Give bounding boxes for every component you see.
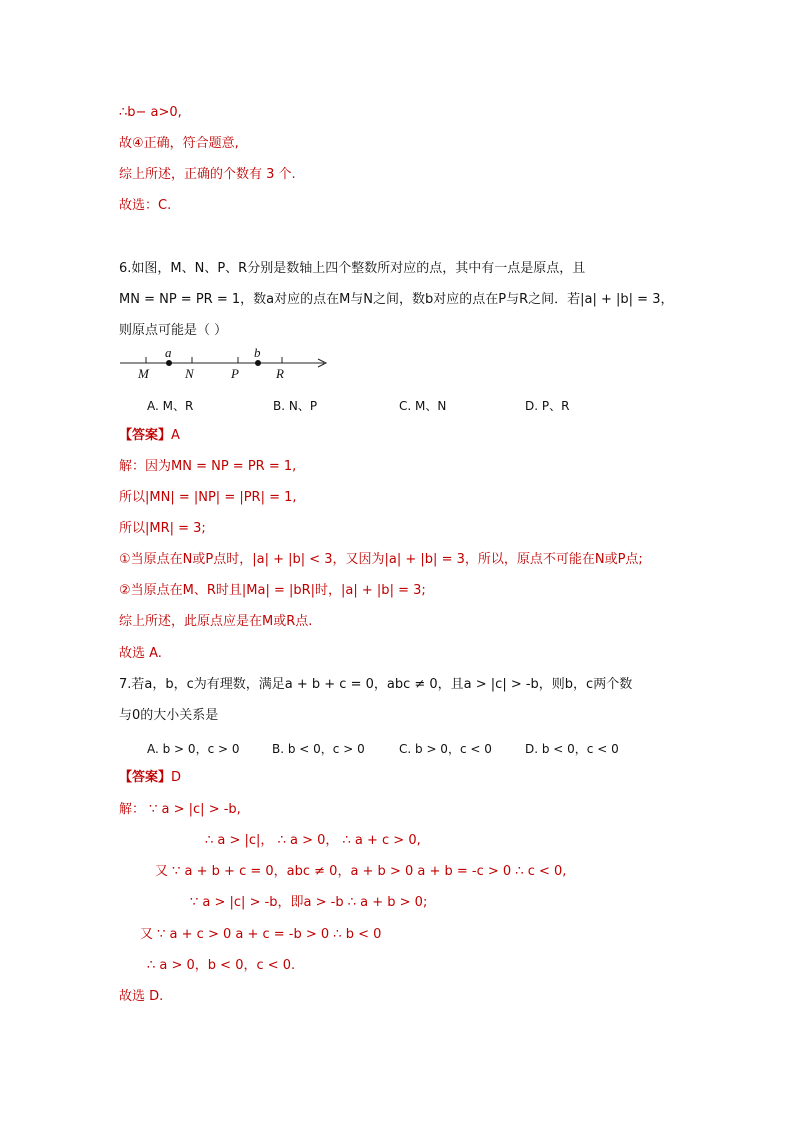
label-b: b [254,345,261,360]
point-a [166,360,172,366]
q7-answer-tag: 【答案】 [119,770,172,785]
label-n: N [185,366,194,381]
q6-answer [119,428,180,444]
q6-solution-line-5: ②当原点在M、R时且|Ma| = |bR|时，|a| + |b| = 3; [119,583,426,598]
q7-stem-line-1: 7.若a，b，c为有理数，满足a + b + c = 0，abc ≠ 0，且a > |c| > -b，则b，c两个数 [119,677,633,692]
q7-solution-line-7: 故选 D. [119,989,164,1004]
prev-solution-line-4: 故选：C. [119,198,172,213]
q6-answer-letter: A [171,428,180,443]
label-r: R [276,366,284,381]
q6-stem-line-3: 则原点可能是（ ） [119,323,228,338]
label-p: P [231,366,239,381]
q6-option-c: C. M、N [399,399,447,413]
q6-stem-line-1: 6.如图，M、N、P、R分别是数轴上四个整数所对应的点，其中有一点是原点，且 [119,261,586,276]
q7-solution-line-4: ∵ a > |c| > -b，即a > -b ∴ a + b > 0; [190,895,428,910]
q6-solution-line-4: ①当原点在N或P点时，|a| + |b| < 3，又因为|a| + |b| = 3，所以，原点不可能在N或P点; [119,552,643,567]
q6-solution-line-3: 所以|MR| = 3; [119,521,206,536]
q7-option-a: A. b > 0，c > 0 [147,742,240,756]
q6-option-a: A. M、R [147,399,194,413]
q7-solution-line-6: ∴ a > 0，b < 0，c < 0. [147,958,296,973]
prev-solution-line-2: 故④正确，符合题意, [119,136,239,151]
q6-answer-tag: 【答案】 [119,428,172,443]
label-m: M [138,366,149,381]
q6-solution-line-6: 综上所述，此原点应是在M或R点. [119,614,313,629]
q6-solution-line-1: 解：因为MN = NP = PR = 1, [119,459,297,474]
point-b [255,360,261,366]
label-a: a [165,345,172,360]
q7-solution-line-5: 又 ∵ a + c > 0 a + c = -b > 0 ∴ b < 0 [140,927,382,942]
number-line-figure [116,344,336,382]
q6-solution-line-7: 故选 A. [119,646,162,661]
q7-answer [119,770,181,786]
q6-solution-line-2: 所以|MN| = |NP| = |PR| = 1, [119,490,297,505]
q7-stem-line-2: 与0的大小关系是 [119,708,219,723]
q7-option-c: C. b > 0，c < 0 [399,742,492,756]
q6-option-d: D. P、R [525,399,570,413]
q6-stem-line-2: MN = NP = PR = 1，数a对应的点在M与N之间，数b对应的点在P与R之间．若|a| + |b| = 3， [119,292,674,307]
prev-solution-line-3: 综上所述，正确的个数有 3 个. [119,167,296,182]
q6-option-b: B. N、P [273,399,318,413]
q7-answer-letter: D [171,770,182,785]
prev-solution-line-1: ∴b− a>0, [119,105,182,120]
q7-option-b: B. b < 0，c > 0 [272,742,365,756]
q7-option-d: D. b < 0，c < 0 [525,742,619,756]
q7-solution-line-1: 解： ∵ a > |c| > -b, [119,802,241,817]
q7-solution-line-2: ∴ a > |c|， ∴ a > 0， ∴ a + c > 0, [205,833,421,848]
q7-solution-line-3: 又 ∵ a + b + c = 0，abc ≠ 0，a + b > 0 a + b = -c > 0 ∴ c < 0, [155,864,567,879]
